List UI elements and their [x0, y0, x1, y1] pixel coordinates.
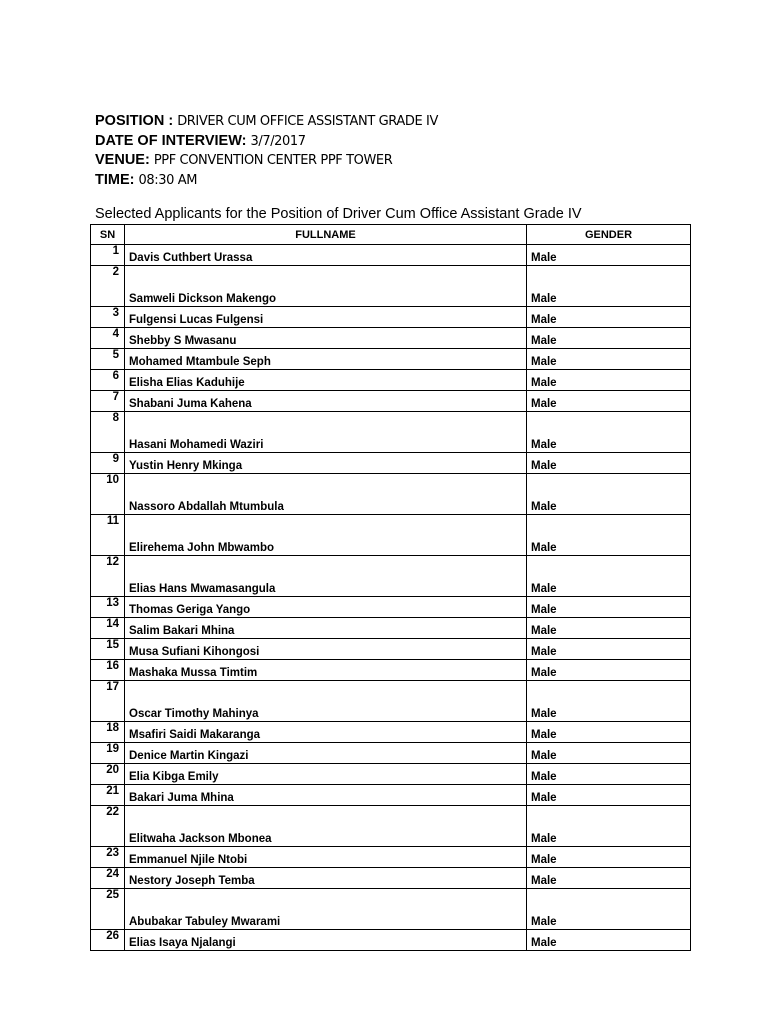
- table-row: [91, 474, 691, 515]
- row-gender: Male: [527, 722, 691, 743]
- table-row: [91, 660, 691, 681]
- row-serial-number: 2: [91, 266, 125, 307]
- row-gender: Male: [527, 515, 691, 556]
- table-row: [91, 743, 691, 764]
- row-fullname: Elirehema John Mbwambo: [125, 515, 527, 556]
- row-gender: Male: [527, 743, 691, 764]
- row-fullname: Shabani Juma Kahena: [125, 391, 527, 412]
- row-serial-number: 12: [91, 556, 125, 597]
- row-serial-number: 1: [91, 245, 125, 266]
- row-gender: Male: [527, 660, 691, 681]
- row-fullname: Samweli Dickson Makengo: [125, 266, 527, 307]
- row-fullname: Msafiri Saidi Makaranga: [125, 722, 527, 743]
- row-gender: Male: [527, 266, 691, 307]
- row-gender: Male: [527, 681, 691, 722]
- row-serial-number: 22: [91, 806, 125, 847]
- row-fullname: Yustin Henry Mkinga: [125, 453, 527, 474]
- row-gender: Male: [527, 412, 691, 453]
- time-line: [95, 171, 695, 191]
- row-fullname: Mashaka Mussa Timtim: [125, 660, 527, 681]
- row-gender: Male: [527, 785, 691, 806]
- row-serial-number: 11: [91, 515, 125, 556]
- table-row: [91, 618, 691, 639]
- row-serial-number: 17: [91, 681, 125, 722]
- row-serial-number: 14: [91, 618, 125, 639]
- row-serial-number: 6: [91, 370, 125, 391]
- row-gender: Male: [527, 930, 691, 951]
- row-gender: Male: [527, 307, 691, 328]
- table-row: [91, 245, 691, 266]
- row-fullname: Oscar Timothy Mahinya: [125, 681, 527, 722]
- row-fullname: Emmanuel Njile Ntobi: [125, 847, 527, 868]
- table-header-row: [91, 225, 691, 245]
- venue-label: VENUE:: [95, 152, 150, 168]
- table-row: [91, 349, 691, 370]
- row-serial-number: 16: [91, 660, 125, 681]
- table-row: [91, 328, 691, 349]
- table-row: [91, 806, 691, 847]
- row-fullname: Elias Isaya Njalangi: [125, 930, 527, 951]
- row-fullname: Fulgensi Lucas Fulgensi: [125, 307, 527, 328]
- row-fullname: Nassoro Abdallah Mtumbula: [125, 474, 527, 515]
- table-row: [91, 515, 691, 556]
- row-serial-number: 19: [91, 743, 125, 764]
- table-row: [91, 307, 691, 328]
- row-fullname: Shebby S Mwasanu: [125, 328, 527, 349]
- row-gender: Male: [527, 764, 691, 785]
- row-serial-number: 5: [91, 349, 125, 370]
- table-row: [91, 868, 691, 889]
- table-row: [91, 556, 691, 597]
- row-fullname: Elias Hans Mwamasangula: [125, 556, 527, 597]
- row-gender: Male: [527, 639, 691, 660]
- row-serial-number: 23: [91, 847, 125, 868]
- row-fullname: Davis Cuthbert Urassa: [125, 245, 527, 266]
- date-label: DATE OF INTERVIEW:: [95, 132, 247, 149]
- table-title: Selected Applicants for the Position of Driver Cum Office Assistant Grade IV: [95, 206, 582, 222]
- row-serial-number: 7: [91, 391, 125, 412]
- row-serial-number: 24: [91, 868, 125, 889]
- table-row: [91, 266, 691, 307]
- time-value: 08:30 AM: [138, 172, 198, 188]
- date-line: [95, 132, 695, 152]
- position-line: [95, 112, 695, 132]
- row-fullname: Thomas Geriga Yango: [125, 597, 527, 618]
- row-gender: Male: [527, 245, 691, 266]
- table-row: [91, 597, 691, 618]
- table-row: [91, 370, 691, 391]
- row-serial-number: 13: [91, 597, 125, 618]
- row-gender: Male: [527, 556, 691, 597]
- row-serial-number: 25: [91, 889, 125, 930]
- row-gender: Male: [527, 349, 691, 370]
- column-header-gender: GENDER: [527, 225, 691, 245]
- row-fullname: Elia Kibga Emily: [125, 764, 527, 785]
- row-gender: Male: [527, 868, 691, 889]
- row-gender: Male: [527, 391, 691, 412]
- row-fullname: Hasani Mohamedi Waziri: [125, 412, 527, 453]
- row-serial-number: 18: [91, 722, 125, 743]
- table-row: [91, 847, 691, 868]
- row-serial-number: 9: [91, 453, 125, 474]
- row-fullname: Salim Bakari Mhina: [125, 618, 527, 639]
- applicants-table: [90, 224, 691, 951]
- row-gender: Male: [527, 328, 691, 349]
- position-label: POSITION :: [95, 113, 174, 129]
- table-row: [91, 889, 691, 930]
- interview-details: [95, 112, 695, 190]
- row-gender: Male: [527, 474, 691, 515]
- row-fullname: Nestory Joseph Temba: [125, 868, 527, 889]
- table-row: [91, 453, 691, 474]
- row-gender: Male: [527, 847, 691, 868]
- row-fullname: Musa Sufiani Kihongosi: [125, 639, 527, 660]
- row-gender: Male: [527, 453, 691, 474]
- table-row: [91, 639, 691, 660]
- venue-line: [95, 151, 695, 171]
- table-row: [91, 681, 691, 722]
- row-gender: Male: [527, 370, 691, 391]
- column-header-fullname: FULLNAME: [125, 225, 527, 245]
- row-fullname: Elisha Elias Kaduhije: [125, 370, 527, 391]
- table-row: [91, 722, 691, 743]
- row-fullname: Bakari Juma Mhina: [125, 785, 527, 806]
- row-fullname: Abubakar Tabuley Mwarami: [125, 889, 527, 930]
- row-serial-number: 3: [91, 307, 125, 328]
- row-gender: Male: [527, 889, 691, 930]
- row-serial-number: 4: [91, 328, 125, 349]
- venue-value: PPF CONVENTION CENTER PPF TOWER: [153, 153, 393, 168]
- row-serial-number: 21: [91, 785, 125, 806]
- row-serial-number: 10: [91, 474, 125, 515]
- row-gender: Male: [527, 618, 691, 639]
- table-row: [91, 412, 691, 453]
- row-serial-number: 8: [91, 412, 125, 453]
- time-label: TIME:: [95, 171, 135, 188]
- row-serial-number: 20: [91, 764, 125, 785]
- table-row: [91, 764, 691, 785]
- row-serial-number: 15: [91, 639, 125, 660]
- row-fullname: Denice Martin Kingazi: [125, 743, 527, 764]
- date-value: 3/7/2017: [250, 133, 306, 149]
- table-row: [91, 930, 691, 951]
- table-row: [91, 391, 691, 412]
- table-row: [91, 785, 691, 806]
- table-body: [91, 245, 691, 951]
- row-gender: Male: [527, 597, 691, 618]
- column-header-sn: SN: [91, 225, 125, 245]
- row-fullname: Elitwaha Jackson Mbonea: [125, 806, 527, 847]
- row-serial-number: 26: [91, 930, 125, 951]
- position-value: DRIVER CUM OFFICE ASSISTANT GRADE IV: [177, 114, 438, 129]
- row-fullname: Mohamed Mtambule Seph: [125, 349, 527, 370]
- row-gender: Male: [527, 806, 691, 847]
